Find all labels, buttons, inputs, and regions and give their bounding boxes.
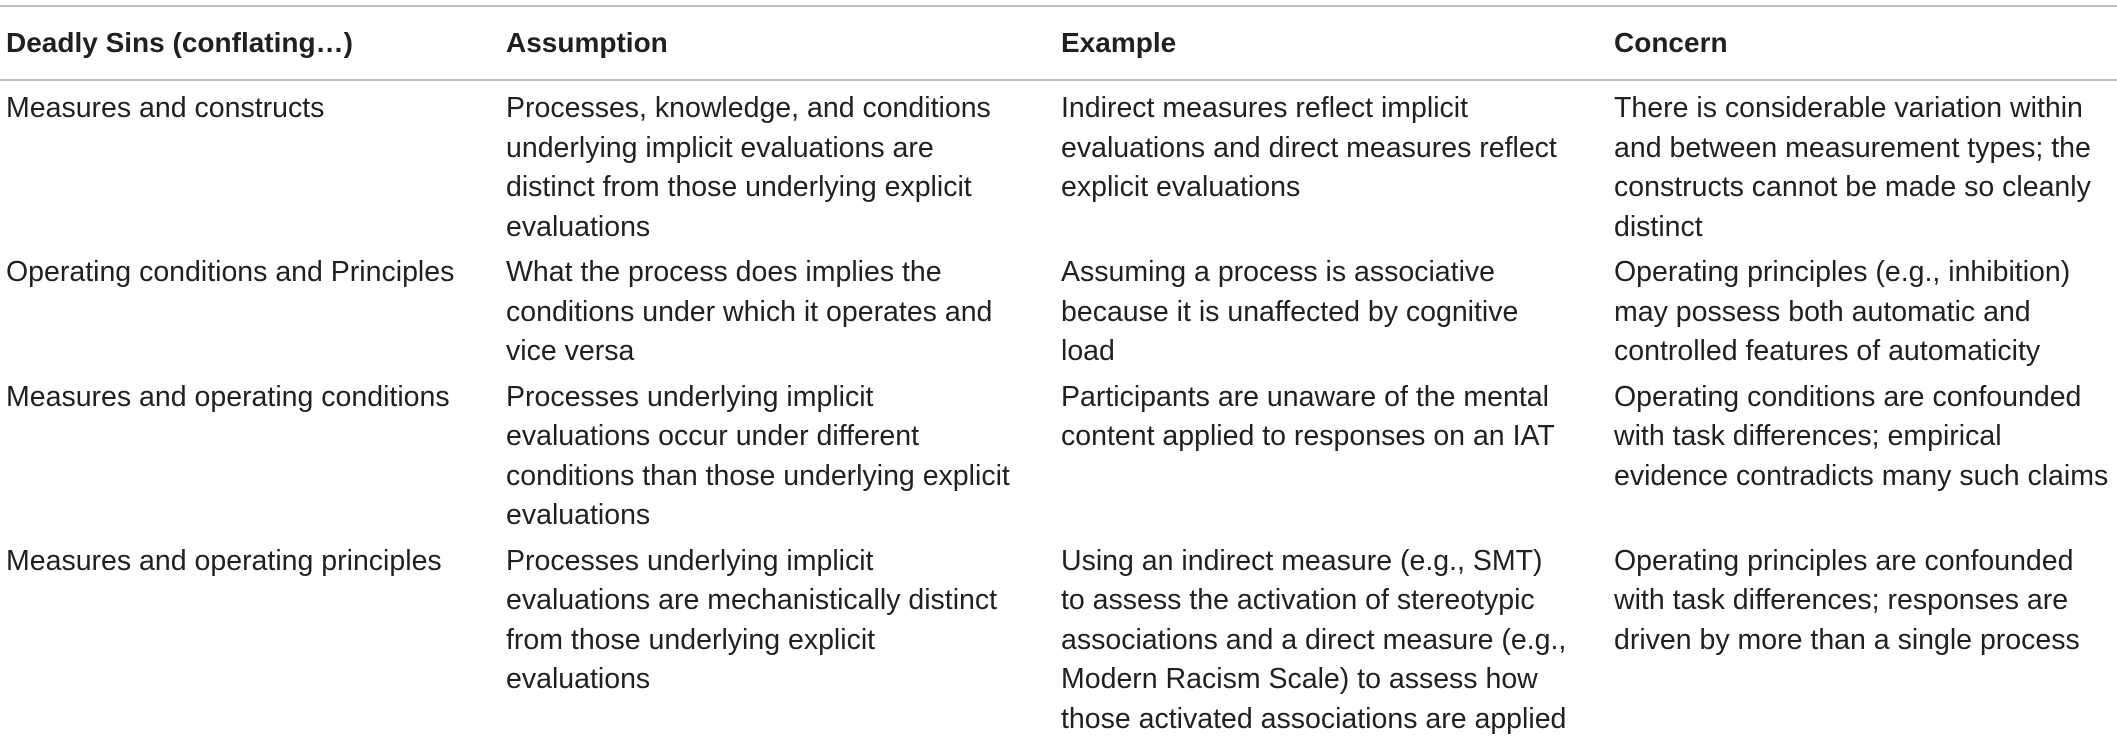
table-row	[0, 375, 2117, 539]
table-row	[0, 539, 2117, 743]
cell-sin: Measures and constructs	[6, 92, 325, 124]
cell-concern: Operating principles are confounded with task differences; responses are driven by more than a single process	[1614, 544, 2080, 656]
cell-assumption: Processes underlying implicit evaluations occur under different conditions than those underlying explicit evaluations	[506, 380, 1010, 531]
cell-example: Using an indirect measure (e.g., SMT) to assess the activation of stereotypic associations and a direct measure (e.g., Modern Racism Scale) to assess how those activated associations are applied	[1061, 544, 1567, 735]
cell-concern: Operating principles (e.g., inhibition) may possess both automatic and controlled features of automaticity	[1614, 256, 2071, 367]
cell-example: Indirect measures reflect implicit evaluations and direct measures reflect explicit evaluations	[1061, 92, 1557, 203]
cell-example: Assuming a process is associative because it is unaffected by cognitive load	[1061, 256, 1519, 367]
cell-assumption: Processes, knowledge, and conditions underlying implicit evaluations are distinct from those underlying explicit evaluations	[506, 92, 991, 243]
header-deadly-sins: Deadly Sins (conflating…)	[6, 27, 353, 58]
header-example: Example	[1061, 27, 1177, 58]
cell-sin: Measures and operating conditions	[6, 380, 450, 413]
table-header	[0, 6, 2117, 80]
header-row	[0, 6, 2117, 80]
table-row	[0, 80, 2117, 250]
cell-assumption: What the process does implies the conditions under which it operates and vice versa	[506, 256, 993, 367]
cell-assumption: Processes underlying implicit evaluations are mechanistically distinct from those underlying explicit evaluations	[506, 544, 998, 695]
cell-sin: Measures and operating principles	[6, 544, 442, 577]
header-concern: Concern	[1614, 27, 1728, 58]
cell-example: Participants are unaware of the mental content applied to responses on an IAT	[1061, 380, 1555, 452]
cell-concern: Operating conditions are confounded with task differences; empirical evidence contradicts many such claims	[1614, 380, 2109, 492]
table-body	[0, 80, 2117, 742]
table-row	[0, 250, 2117, 375]
header-assumption: Assumption	[506, 27, 668, 58]
cell-concern: There is considerable variation within and between measurement types; the constructs cannot be made so cleanly distinct	[1614, 92, 2091, 243]
deadly-sins-table	[0, 5, 2117, 742]
cell-sin: Operating conditions and Principles	[6, 256, 455, 288]
